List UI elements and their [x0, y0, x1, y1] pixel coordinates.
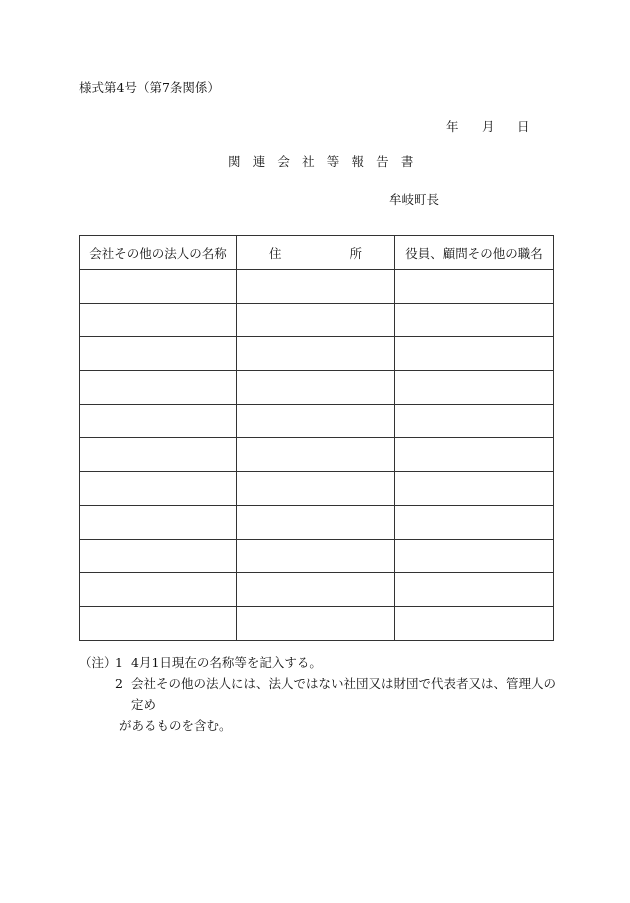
address-cell[interactable]: [237, 539, 395, 573]
title-char: 報: [351, 154, 364, 169]
table-row: [80, 438, 554, 472]
company-name-cell[interactable]: [80, 371, 237, 405]
table-row: [80, 371, 554, 405]
position-cell[interactable]: [395, 505, 554, 539]
table-row: [80, 606, 554, 640]
date-year-label: 年: [446, 119, 459, 134]
company-name-cell[interactable]: [80, 404, 237, 438]
address-cell[interactable]: [237, 371, 395, 405]
title-char: 告: [376, 154, 389, 169]
position-cell[interactable]: [395, 404, 554, 438]
position-cell[interactable]: [395, 303, 554, 337]
table-row: [80, 404, 554, 438]
note-number: 2: [115, 676, 123, 691]
position-cell[interactable]: [395, 371, 554, 405]
table-row: [80, 539, 554, 573]
address-cell[interactable]: [237, 270, 395, 304]
address-cell[interactable]: [237, 472, 395, 506]
title-char: 書: [400, 154, 414, 169]
header-address-right: 所: [349, 245, 362, 261]
table-row: [80, 573, 554, 607]
company-name-cell[interactable]: [80, 303, 237, 337]
header-address: [237, 236, 395, 270]
date-month-label: 月: [482, 119, 495, 134]
company-name-cell[interactable]: [80, 438, 237, 472]
position-cell[interactable]: [395, 438, 554, 472]
address-cell[interactable]: [237, 438, 395, 472]
title-char: 社: [302, 154, 315, 169]
document-title: [228, 156, 426, 169]
title-char: 関: [228, 154, 241, 169]
position-cell[interactable]: [395, 472, 554, 506]
address-cell[interactable]: [237, 606, 395, 640]
header-position: 役員、顧問その他の職名: [395, 236, 554, 270]
header-address-left: 住: [269, 245, 282, 261]
table-row: [80, 472, 554, 506]
company-name-cell[interactable]: [80, 505, 237, 539]
position-cell[interactable]: [395, 606, 554, 640]
date-day-label: 日: [517, 119, 530, 134]
address-cell[interactable]: [237, 303, 395, 337]
position-cell[interactable]: [395, 270, 554, 304]
related-companies-table: [79, 235, 554, 641]
address-cell[interactable]: [237, 404, 395, 438]
form-number: 様式第4号（第7条関係）: [79, 80, 220, 95]
note-number: 1: [115, 655, 123, 670]
table-header-row: [80, 236, 554, 270]
company-name-cell[interactable]: [80, 270, 237, 304]
notes: [79, 652, 559, 736]
notes-label: （注）: [79, 655, 117, 670]
table-row: [80, 505, 554, 539]
note-text: 4月1日現在の名称等を記入する。: [131, 655, 322, 670]
table-row: [80, 303, 554, 337]
table-row: [80, 337, 554, 371]
title-char: 会: [277, 154, 290, 169]
position-cell[interactable]: [395, 573, 554, 607]
company-name-cell[interactable]: [80, 337, 237, 371]
address-cell[interactable]: [237, 337, 395, 371]
addressee: 牟岐町長: [389, 192, 440, 207]
position-cell[interactable]: [395, 337, 554, 371]
title-char: 連: [252, 154, 266, 169]
company-name-cell[interactable]: [80, 472, 237, 506]
address-cell[interactable]: [237, 573, 395, 607]
company-name-cell[interactable]: [80, 606, 237, 640]
note-text: 会社その他の法人には、法人ではない社団又は財団で代表者又は、管理人の定め: [131, 676, 557, 712]
table-row: [80, 270, 554, 304]
title-char: 等: [326, 154, 340, 169]
position-cell[interactable]: [395, 539, 554, 573]
header-company-name: 会社その他の法人の名称: [80, 236, 237, 270]
company-name-cell[interactable]: [80, 539, 237, 573]
company-name-cell[interactable]: [80, 573, 237, 607]
address-cell[interactable]: [237, 505, 395, 539]
note-continuation: があるものを含む。: [119, 718, 232, 733]
